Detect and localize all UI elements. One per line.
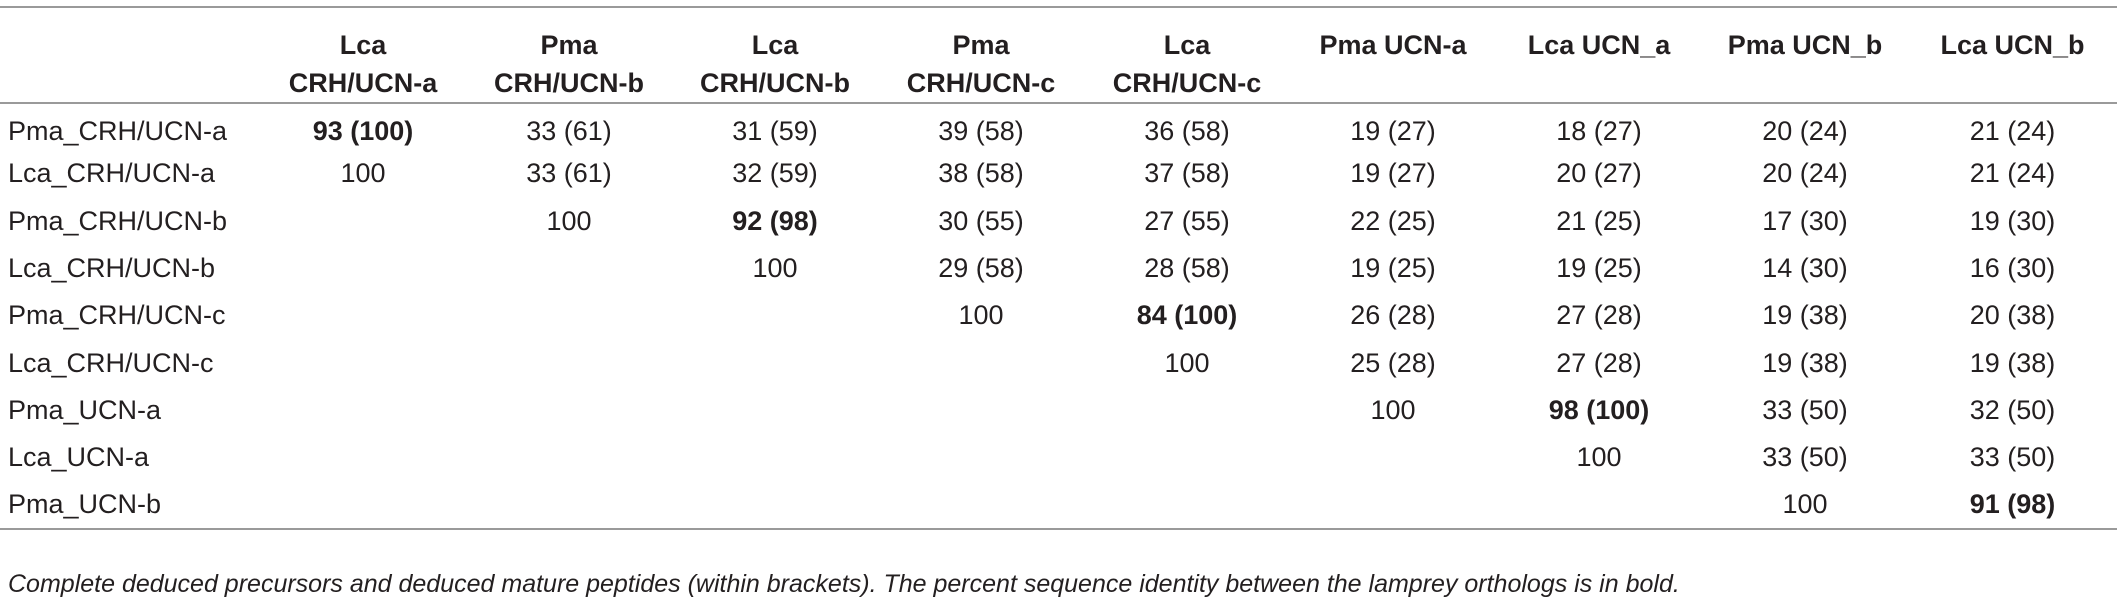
column-header: [1496, 7, 1702, 103]
table-row: [0, 103, 2117, 150]
table-cell: 100: [1576, 442, 1622, 473]
table-cell: 37 (58): [1144, 158, 1230, 189]
column-header-line: Pma: [952, 30, 1010, 60]
table-cell: 33 (61): [526, 115, 612, 146]
table-cell: 100: [546, 205, 592, 236]
table-cell: 28 (58): [1144, 253, 1230, 284]
table-cell: [672, 339, 878, 386]
table-cell: 84 (100): [1136, 300, 1238, 331]
table-cell: 92 (98): [732, 205, 818, 236]
table-cell: 25 (28): [1350, 347, 1436, 378]
row-label: Lca_UCN-a: [8, 442, 150, 473]
table-cell: 38 (58): [938, 158, 1024, 189]
table-cell: [878, 387, 1084, 434]
table-cell: [260, 434, 466, 481]
table-cell: 18 (27): [1556, 115, 1642, 146]
column-header: [672, 7, 878, 103]
table-cell: 21 (24): [1969, 158, 2056, 189]
column-header-line: Pma UCN_b: [1727, 30, 1883, 60]
row-label: Pma_UCN-b: [8, 489, 162, 520]
table-row: [0, 481, 2117, 528]
table-cell: [878, 339, 1084, 386]
table-cell: 91 (98): [1969, 489, 2056, 520]
row-label: Pma_UCN-a: [8, 394, 162, 425]
table-cell: [260, 387, 466, 434]
table-cell: 27 (28): [1556, 347, 1642, 378]
table-cell: 100: [958, 300, 1004, 331]
column-header-line: CRH/UCN-b: [494, 68, 644, 98]
table-cell: [466, 387, 672, 434]
column-header: [1290, 7, 1496, 103]
table-cell: 17 (30): [1762, 205, 1848, 236]
table-cell: 20 (24): [1762, 158, 1848, 189]
column-header: [260, 7, 466, 103]
sequence-identity-table: [0, 6, 2117, 530]
table-cell: 26 (28): [1350, 300, 1436, 331]
table-cell: [466, 339, 672, 386]
table-cell: [1084, 387, 1290, 434]
column-header-line: CRH/UCN-c: [906, 68, 1056, 98]
table-cell: 32 (50): [1969, 394, 2056, 425]
table-cell: 100: [752, 253, 798, 284]
table-cell: [260, 339, 466, 386]
table-cell: [466, 245, 672, 292]
table-cell: 19 (25): [1556, 253, 1642, 284]
table-row: [0, 245, 2117, 292]
table-cell: 27 (55): [1144, 205, 1230, 236]
table-cell: 19 (38): [1762, 300, 1848, 331]
column-header: [1702, 7, 1908, 103]
table-cell: 32 (59): [732, 158, 818, 189]
table-cell: [1496, 481, 1702, 528]
table-cell: 33 (50): [1969, 442, 2056, 473]
row-label: Pma_CRH/UCN-b: [8, 205, 228, 236]
column-header: [466, 7, 672, 103]
table-cell: 100: [1782, 489, 1828, 520]
row-label: Lca_CRH/UCN-c: [8, 347, 214, 378]
table-cell: 30 (55): [938, 205, 1024, 236]
column-header-line: Lca UCN_b: [1940, 30, 2085, 60]
column-header: [1084, 7, 1290, 103]
table-cell: 21 (25): [1556, 205, 1642, 236]
table-row: [0, 339, 2117, 386]
table-row: [0, 198, 2117, 245]
header-row: [0, 7, 2117, 103]
row-label: Lca_CRH/UCN-b: [8, 253, 216, 284]
table-cell: 100: [1164, 347, 1210, 378]
table-cell: 33 (50): [1762, 442, 1848, 473]
column-header: [878, 7, 1084, 103]
table-cell: [1084, 434, 1290, 481]
table-cell: [260, 245, 466, 292]
table-cell: 39 (58): [938, 115, 1024, 146]
table-cell: 16 (30): [1969, 253, 2056, 284]
column-header: [1908, 7, 2117, 103]
table-cell: [672, 387, 878, 434]
column-header-line: CRH/UCN-c: [1112, 68, 1262, 98]
table-cell: 20 (24): [1762, 115, 1848, 146]
table-cell: [466, 481, 672, 528]
table-cell: [260, 198, 466, 245]
table-cell: [878, 434, 1084, 481]
column-header-line: Pma UCN-a: [1319, 30, 1467, 60]
table-cell: [878, 481, 1084, 528]
table-body: [0, 103, 2117, 529]
table-cell: 36 (58): [1144, 115, 1230, 146]
table-cell: [260, 292, 466, 339]
table-row: [0, 292, 2117, 339]
table-cell: 33 (61): [526, 158, 612, 189]
table-row: [0, 150, 2117, 197]
column-header-line: Lca: [751, 30, 799, 60]
table-cell: [672, 434, 878, 481]
table-cell: [672, 292, 878, 339]
table-cell: 19 (30): [1969, 205, 2056, 236]
table-cell: [1290, 434, 1496, 481]
table-cell: 22 (25): [1350, 205, 1436, 236]
table-cell: 100: [340, 158, 386, 189]
table-caption: Complete deduced precursors and deduced mature peptides (within brackets). The percent sequence identity between the lamprey orthologs is in bold.: [8, 570, 1680, 598]
table-cell: 27 (28): [1556, 300, 1642, 331]
table-cell: 93 (100): [312, 115, 414, 146]
corner-cell: [0, 7, 260, 103]
table-cell: 98 (100): [1548, 394, 1650, 425]
row-label: Pma_CRH/UCN-c: [8, 300, 226, 331]
table-cell: [260, 481, 466, 528]
table-cell: 19 (27): [1350, 158, 1436, 189]
column-header-line: Lca: [1163, 30, 1211, 60]
table-cell: 19 (38): [1762, 347, 1848, 378]
table-cell: 19 (38): [1969, 347, 2056, 378]
column-header-line: CRH/UCN-a: [288, 68, 438, 98]
table-cell: 100: [1370, 394, 1416, 425]
table-cell: [466, 434, 672, 481]
column-header-line: Lca: [339, 30, 387, 60]
table-row: [0, 387, 2117, 434]
table-cell: 19 (25): [1350, 253, 1436, 284]
table-cell: 21 (24): [1969, 115, 2056, 146]
table-cell: 33 (50): [1762, 394, 1848, 425]
row-label: Pma_CRH/UCN-a: [8, 115, 228, 146]
table-cell: 29 (58): [938, 253, 1024, 284]
column-header-line: Lca UCN_a: [1527, 30, 1671, 60]
table-cell: 14 (30): [1762, 253, 1848, 284]
column-header-line: Pma: [540, 30, 598, 60]
table-cell: [672, 481, 878, 528]
column-header-line: CRH/UCN-b: [700, 68, 850, 98]
table-cell: 20 (27): [1556, 158, 1642, 189]
table-cell: [466, 292, 672, 339]
table-cell: 31 (59): [732, 115, 818, 146]
table-cell: 20 (38): [1969, 300, 2056, 331]
table-cell: [1290, 481, 1496, 528]
row-label: Lca_CRH/UCN-a: [8, 158, 216, 189]
table-cell: 19 (27): [1350, 115, 1436, 146]
table-cell: [1084, 481, 1290, 528]
table-row: [0, 434, 2117, 481]
